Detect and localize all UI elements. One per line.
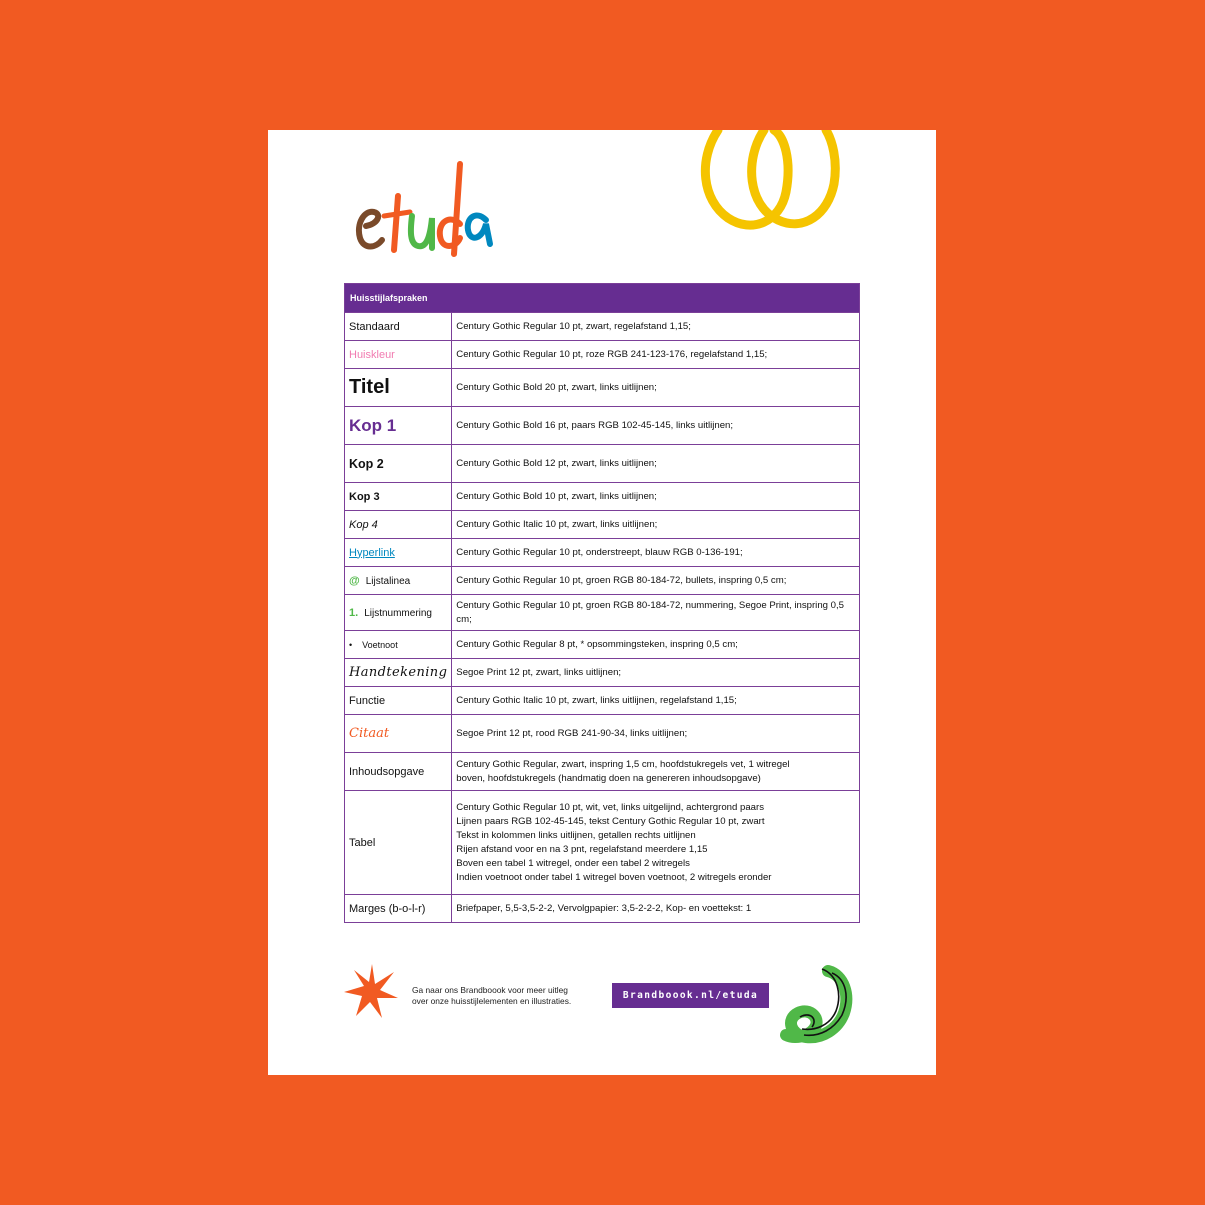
row-label: Marges (b-o-l-r) xyxy=(345,895,452,923)
brandbook-link-button[interactable]: Brandboook.nl/etuda xyxy=(612,983,769,1008)
hint-line: over onze huisstijlelementen en illustraties. xyxy=(412,996,572,1006)
row-description: Century Gothic Regular 10 pt, groen RGB 80-184-72, bullets, inspring 0,5 cm; xyxy=(452,567,860,595)
description-line: Boven een tabel 1 witregel, onder een tabel 2 witregels xyxy=(456,857,690,869)
description-line: Century Gothic Regular 10 pt, wit, vet, links uitgelijnd, achtergrond paars xyxy=(456,801,764,813)
table-row xyxy=(345,483,860,511)
row-label: Lijstnummering xyxy=(364,607,432,619)
style-rules-table xyxy=(344,283,860,923)
document-page xyxy=(268,130,936,1075)
table-row xyxy=(345,369,860,407)
row-description: Century Gothic Regular 10 pt, onderstreept, blauw RGB 0-136-191; xyxy=(452,539,860,567)
table-row xyxy=(345,687,860,715)
row-label: Lijstalinea xyxy=(365,575,411,587)
table-row xyxy=(345,445,860,483)
table-row xyxy=(345,511,860,539)
row-label-cell xyxy=(345,595,452,631)
row-label: Inhoudsopgave xyxy=(345,753,452,791)
row-label: Kop 3 xyxy=(345,483,452,511)
row-label: Kop 4 xyxy=(345,511,452,539)
table-row xyxy=(345,407,860,445)
green-swirl-bullet-icon: @ xyxy=(349,574,360,587)
etuda-logo xyxy=(348,158,498,258)
brandbook-hint-text xyxy=(412,985,612,1007)
green-number-bullet: 1. xyxy=(349,606,359,619)
row-description: Century Gothic Regular 10 pt, zwart, regelafstand 1,15; xyxy=(452,313,860,341)
row-description: Century Gothic Italic 10 pt, zwart, links uitlijnen; xyxy=(452,511,860,539)
hyperlink-sample[interactable]: Hyperlink xyxy=(349,546,395,559)
description-line: Indien voetnoot onder tabel 1 witregel boven voetnoot, 2 witregels eronder xyxy=(456,871,772,883)
orange-star-icon xyxy=(342,962,400,1020)
row-label-cell xyxy=(345,567,452,595)
row-description: Century Gothic Regular 8 pt, * opsommingsteken, inspring 0,5 cm; xyxy=(452,631,860,659)
row-description: Briefpaper, 5,5-3,5-2-2, Vervolgpapier: 3,5-2-2-2, Kop- en voettekst: 1 xyxy=(452,895,860,923)
description-line: Tekst in kolommen links uitlijnen, getallen rechts uitlijnen xyxy=(456,829,696,841)
row-label: Voetnoot xyxy=(362,639,398,650)
row-label: Handtekening xyxy=(345,659,452,687)
table-row xyxy=(345,631,860,659)
row-label: Standaard xyxy=(345,313,452,341)
row-description: Century Gothic Bold 12 pt, zwart, links uitlijnen; xyxy=(452,445,860,483)
row-description xyxy=(452,753,860,791)
row-description: Century Gothic Regular 10 pt, groen RGB 80-184-72, nummering, Segoe Print, inspring 0,5 cm; xyxy=(452,595,860,631)
row-label-cell xyxy=(345,539,452,567)
table-row xyxy=(345,567,860,595)
table-row xyxy=(345,595,860,631)
row-description: Century Gothic Regular 10 pt, roze RGB 241-123-176, regelafstand 1,15; xyxy=(452,341,860,369)
row-description: Century Gothic Bold 10 pt, zwart, links uitlijnen; xyxy=(452,483,860,511)
row-label: Huiskleur xyxy=(345,341,452,369)
table-row xyxy=(345,753,860,791)
row-label: Kop 1 xyxy=(345,407,452,445)
row-description: Century Gothic Bold 16 pt, paars RGB 102-45-145, links uitlijnen; xyxy=(452,407,860,445)
table-row xyxy=(345,539,860,567)
row-label: Tabel xyxy=(345,791,452,895)
description-line: Century Gothic Regular, zwart, inspring 1,5 cm, hoofdstukregels vet, 1 witregel xyxy=(456,758,790,770)
table-row xyxy=(345,659,860,687)
row-description: Segoe Print 12 pt, zwart, links uitlijnen; xyxy=(452,659,860,687)
description-line: boven, hoofdstukregels (handmatig doen na genereren inhoudsopgave) xyxy=(456,772,761,784)
row-description: Century Gothic Italic 10 pt, zwart, links uitlijnen, regelafstand 1,15; xyxy=(452,687,860,715)
hint-line: Ga naar ons Brandboook voor meer uitleg xyxy=(412,985,568,995)
row-label: Functie xyxy=(345,687,452,715)
table-row xyxy=(345,313,860,341)
table-row xyxy=(345,715,860,753)
green-squiggle-illustration xyxy=(778,965,864,1051)
row-label: Kop 2 xyxy=(345,445,452,483)
row-description xyxy=(452,791,860,895)
row-label: Citaat xyxy=(345,715,452,753)
bullet-dot-icon: • xyxy=(349,639,353,650)
table-row xyxy=(345,341,860,369)
row-description: Segoe Print 12 pt, rood RGB 241-90-34, links uitlijnen; xyxy=(452,715,860,753)
table-header: Huisstijlafspraken xyxy=(345,284,860,313)
description-line: Rijen afstand voor en na 3 pnt, regelafstand meerdere 1,15 xyxy=(456,843,708,855)
description-line: Lijnen paars RGB 102-45-145, tekst Century Gothic Regular 10 pt, zwart xyxy=(456,815,765,827)
row-description: Century Gothic Bold 20 pt, zwart, links uitlijnen; xyxy=(452,369,860,407)
table-row xyxy=(345,791,860,895)
row-label: Titel xyxy=(345,369,452,407)
yellow-swirl-illustration xyxy=(688,130,858,240)
row-label-cell xyxy=(345,631,452,659)
table-row xyxy=(345,895,860,923)
